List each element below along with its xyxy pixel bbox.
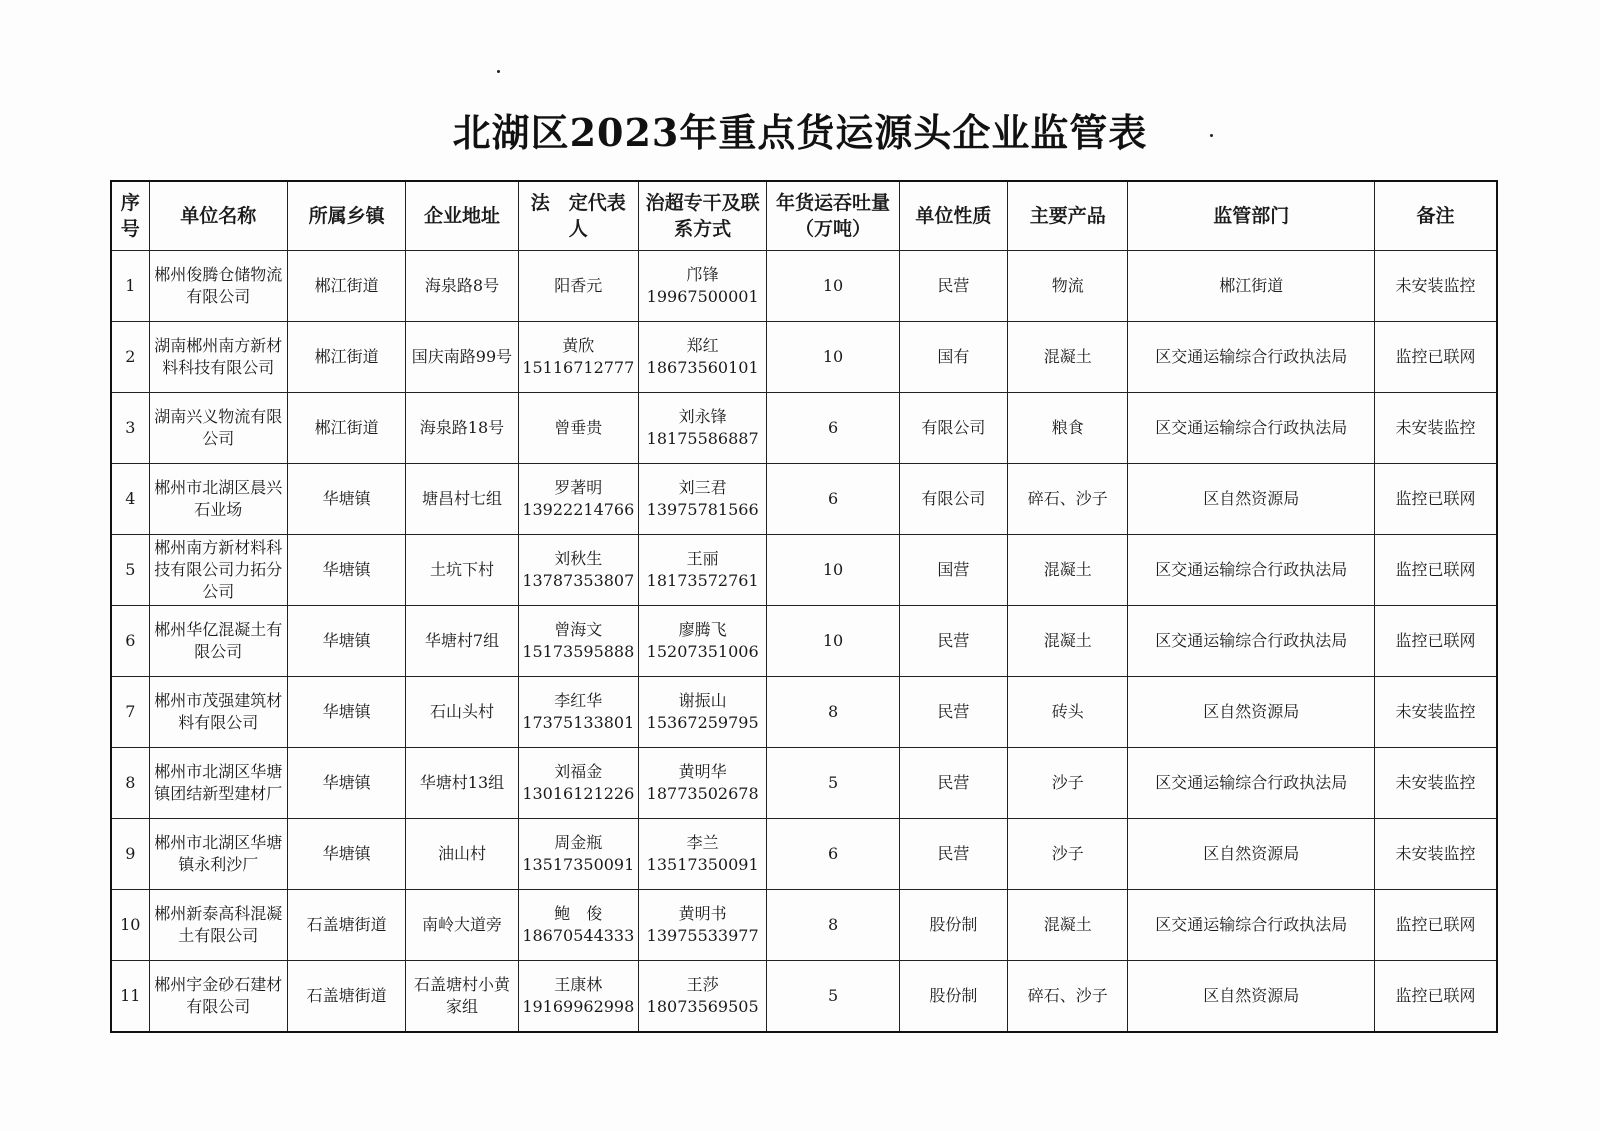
cell-township: 石盖塘街道 <box>288 961 406 1033</box>
cell-company: 郴州华亿混凝土有限公司 <box>149 606 287 677</box>
page-title: 北湖区2023年重点货运源头企业监管表 <box>452 110 1148 155</box>
cell-township: 华塘镇 <box>288 819 406 890</box>
person-name: 黄明书 <box>678 904 727 923</box>
cell-contact <box>638 251 766 322</box>
cell-ownership: 股份制 <box>899 890 1007 961</box>
cell-address: 土坑下村 <box>406 535 518 606</box>
cell-index: 7 <box>111 677 149 748</box>
table-row <box>111 890 1497 961</box>
cell-company: 郴州市茂强建筑材料有限公司 <box>149 677 287 748</box>
cell-volume: 8 <box>767 890 899 961</box>
cell-remark: 监控已联网 <box>1375 464 1497 535</box>
header-contact: 治超专干及联系方式 <box>638 181 766 251</box>
table-header-row <box>111 181 1497 251</box>
cell-index: 2 <box>111 322 149 393</box>
cell-volume: 8 <box>767 677 899 748</box>
phone-number: 17375133801 <box>522 713 635 732</box>
phone-number: 15367259795 <box>646 713 759 732</box>
cell-legal-rep <box>518 961 638 1033</box>
cell-index: 5 <box>111 535 149 606</box>
person-name: 李红华 <box>554 691 603 710</box>
person-name: 郑红 <box>686 336 719 355</box>
header-company: 单位名称 <box>149 181 287 251</box>
cell-product: 碎石、沙子 <box>1008 961 1128 1033</box>
person-name: 廖腾飞 <box>678 620 727 639</box>
cell-ownership: 民营 <box>899 606 1007 677</box>
phone-number: 18173572761 <box>646 571 759 590</box>
cell-remark: 未安装监控 <box>1375 393 1497 464</box>
cell-remark: 未安装监控 <box>1375 677 1497 748</box>
cell-township: 石盖塘街道 <box>288 890 406 961</box>
cell-dept: 区交通运输综合行政执法局 <box>1128 890 1375 961</box>
cell-ownership: 民营 <box>899 748 1007 819</box>
cell-remark: 未安装监控 <box>1375 748 1497 819</box>
cell-contact <box>638 535 766 606</box>
phone-number: 15207351006 <box>646 642 759 661</box>
cell-legal-rep <box>518 748 638 819</box>
cell-company: 郴州南方新材料科技有限公司力拓分公司 <box>149 535 287 606</box>
cell-company: 郴州宇金砂石建材有限公司 <box>149 961 287 1033</box>
cell-contact <box>638 464 766 535</box>
cell-volume: 5 <box>767 748 899 819</box>
cell-company: 郴州市北湖区华塘镇永利沙厂 <box>149 819 287 890</box>
phone-number: 18175586887 <box>646 429 759 448</box>
cell-township: 华塘镇 <box>288 535 406 606</box>
table-row <box>111 677 1497 748</box>
cell-address: 石盖塘村小黄家组 <box>406 961 518 1033</box>
phone-number: 18673560101 <box>646 358 759 377</box>
table-row <box>111 322 1497 393</box>
table-row <box>111 535 1497 606</box>
phone-number: 15173595888 <box>522 642 635 661</box>
cell-remark: 监控已联网 <box>1375 961 1497 1033</box>
cell-legal-rep <box>518 677 638 748</box>
header-township: 所属乡镇 <box>288 181 406 251</box>
cell-product: 混凝土 <box>1008 535 1128 606</box>
cell-dept: 区交通运输综合行政执法局 <box>1128 535 1375 606</box>
cell-township: 郴江街道 <box>288 322 406 393</box>
cell-legal-rep <box>518 251 638 322</box>
person-name: 谢振山 <box>678 691 727 710</box>
header-ownership: 单位性质 <box>899 181 1007 251</box>
table-row <box>111 393 1497 464</box>
header-remark: 备注 <box>1375 181 1497 251</box>
person-name: 王丽 <box>686 549 719 568</box>
cell-address: 华塘村13组 <box>406 748 518 819</box>
supervision-table <box>110 180 1498 1033</box>
cell-address: 石山头村 <box>406 677 518 748</box>
cell-dept: 区交通运输综合行政执法局 <box>1128 322 1375 393</box>
cell-ownership: 有限公司 <box>899 393 1007 464</box>
cell-contact <box>638 606 766 677</box>
person-name: 邝锋 <box>686 265 719 284</box>
cell-contact <box>638 748 766 819</box>
cell-product: 碎石、沙子 <box>1008 464 1128 535</box>
cell-company: 郴州市北湖区华塘镇团结新型建材厂 <box>149 748 287 819</box>
header-index: 序号 <box>111 181 149 251</box>
cell-product: 物流 <box>1008 251 1128 322</box>
cell-dept: 区交通运输综合行政执法局 <box>1128 606 1375 677</box>
phone-number: 13975781566 <box>646 500 759 519</box>
table-row <box>111 819 1497 890</box>
cell-dept: 区自然资源局 <box>1128 961 1375 1033</box>
person-name: 李兰 <box>686 833 719 852</box>
person-name: 刘永锋 <box>678 407 727 426</box>
cell-volume: 5 <box>767 961 899 1033</box>
cell-dept: 区自然资源局 <box>1128 464 1375 535</box>
person-name: 刘三君 <box>678 478 727 497</box>
phone-number: 13517350091 <box>646 855 759 874</box>
cell-address: 国庆南路99号 <box>406 322 518 393</box>
cell-contact <box>638 393 766 464</box>
cell-product: 沙子 <box>1008 748 1128 819</box>
cell-ownership: 民营 <box>899 251 1007 322</box>
cell-address: 南岭大道旁 <box>406 890 518 961</box>
header-legal-rep: 法 定代表人 <box>518 181 638 251</box>
cell-legal-rep <box>518 819 638 890</box>
cell-legal-rep <box>518 393 638 464</box>
cell-dept: 郴江街道 <box>1128 251 1375 322</box>
cell-product: 混凝土 <box>1008 606 1128 677</box>
cell-remark: 监控已联网 <box>1375 606 1497 677</box>
cell-dept: 区自然资源局 <box>1128 677 1375 748</box>
person-name: 刘秋生 <box>554 549 603 568</box>
phone-number: 13016121226 <box>522 784 635 803</box>
cell-ownership: 国营 <box>899 535 1007 606</box>
cell-volume: 10 <box>767 535 899 606</box>
cell-ownership: 股份制 <box>899 961 1007 1033</box>
cell-index: 8 <box>111 748 149 819</box>
phone-number: 18773502678 <box>646 784 759 803</box>
cell-dept: 区交通运输综合行政执法局 <box>1128 393 1375 464</box>
cell-company: 湖南兴义物流有限公司 <box>149 393 287 464</box>
person-name: 罗著明 <box>554 478 603 497</box>
table-row <box>111 961 1497 1033</box>
cell-ownership: 民营 <box>899 677 1007 748</box>
header-address: 企业地址 <box>406 181 518 251</box>
cell-township: 华塘镇 <box>288 677 406 748</box>
person-name: 曾海文 <box>554 620 603 639</box>
cell-product: 砖头 <box>1008 677 1128 748</box>
cell-company: 郴州市北湖区晨兴石业场 <box>149 464 287 535</box>
cell-township: 华塘镇 <box>288 464 406 535</box>
cell-ownership: 国有 <box>899 322 1007 393</box>
cell-address: 海泉路8号 <box>406 251 518 322</box>
header-volume: 年货运吞吐量（万吨） <box>767 181 899 251</box>
cell-ownership: 民营 <box>899 819 1007 890</box>
cell-remark: 监控已联网 <box>1375 322 1497 393</box>
cell-product: 沙子 <box>1008 819 1128 890</box>
cell-address: 华塘村7组 <box>406 606 518 677</box>
cell-index: 4 <box>111 464 149 535</box>
person-name: 王莎 <box>686 975 719 994</box>
cell-township: 郴江街道 <box>288 393 406 464</box>
cell-legal-rep <box>518 606 638 677</box>
cell-legal-rep <box>518 535 638 606</box>
cell-index: 6 <box>111 606 149 677</box>
header-product: 主要产品 <box>1008 181 1128 251</box>
cell-volume: 6 <box>767 464 899 535</box>
scan-speck <box>497 70 500 73</box>
cell-contact <box>638 961 766 1033</box>
table-row <box>111 251 1497 322</box>
table-row <box>111 748 1497 819</box>
person-name: 周金瓶 <box>554 833 603 852</box>
phone-number: 19169962998 <box>522 997 635 1016</box>
cell-index: 9 <box>111 819 149 890</box>
cell-company: 湖南郴州南方新材料科技有限公司 <box>149 322 287 393</box>
cell-index: 3 <box>111 393 149 464</box>
person-name: 黄明华 <box>678 762 727 781</box>
table-row <box>111 464 1497 535</box>
cell-township: 郴江街道 <box>288 251 406 322</box>
cell-index: 1 <box>111 251 149 322</box>
cell-volume: 10 <box>767 322 899 393</box>
cell-volume: 6 <box>767 393 899 464</box>
cell-product: 混凝土 <box>1008 890 1128 961</box>
phone-number: 18670544333 <box>522 926 635 945</box>
cell-volume: 10 <box>767 606 899 677</box>
phone-number: 19967500001 <box>646 287 759 306</box>
cell-volume: 6 <box>767 819 899 890</box>
cell-dept: 区交通运输综合行政执法局 <box>1128 748 1375 819</box>
cell-legal-rep <box>518 322 638 393</box>
phone-number: 13922214766 <box>522 500 635 519</box>
cell-volume: 10 <box>767 251 899 322</box>
phone-number: 13517350091 <box>522 855 635 874</box>
cell-remark: 未安装监控 <box>1375 819 1497 890</box>
cell-remark: 未安装监控 <box>1375 251 1497 322</box>
cell-legal-rep <box>518 890 638 961</box>
person-name: 鲍 俊 <box>554 904 603 923</box>
cell-dept: 区自然资源局 <box>1128 819 1375 890</box>
cell-product: 粮食 <box>1008 393 1128 464</box>
cell-contact <box>638 677 766 748</box>
cell-company: 郴州新泰高科混凝土有限公司 <box>149 890 287 961</box>
header-dept: 监管部门 <box>1128 181 1375 251</box>
phone-number: 15116712777 <box>522 358 635 377</box>
phone-number: 13975533977 <box>646 926 759 945</box>
cell-township: 华塘镇 <box>288 606 406 677</box>
phone-number: 13787353807 <box>522 571 635 590</box>
person-name: 曾垂贵 <box>554 418 603 437</box>
phone-number: 18073569505 <box>646 997 759 1016</box>
cell-address: 海泉路18号 <box>406 393 518 464</box>
cell-remark: 监控已联网 <box>1375 535 1497 606</box>
cell-address: 油山村 <box>406 819 518 890</box>
cell-remark: 监控已联网 <box>1375 890 1497 961</box>
cell-contact <box>638 819 766 890</box>
table-row <box>111 606 1497 677</box>
cell-contact <box>638 890 766 961</box>
cell-index: 10 <box>111 890 149 961</box>
person-name: 阳香元 <box>554 276 603 295</box>
cell-product: 混凝土 <box>1008 322 1128 393</box>
cell-legal-rep <box>518 464 638 535</box>
cell-township: 华塘镇 <box>288 748 406 819</box>
cell-ownership: 有限公司 <box>899 464 1007 535</box>
person-name: 王康林 <box>554 975 603 994</box>
person-name: 刘福金 <box>554 762 603 781</box>
cell-index: 11 <box>111 961 149 1033</box>
person-name: 黄欣 <box>562 336 595 355</box>
cell-contact <box>638 322 766 393</box>
cell-address: 塘昌村七组 <box>406 464 518 535</box>
cell-company: 郴州俊腾仓储物流有限公司 <box>149 251 287 322</box>
